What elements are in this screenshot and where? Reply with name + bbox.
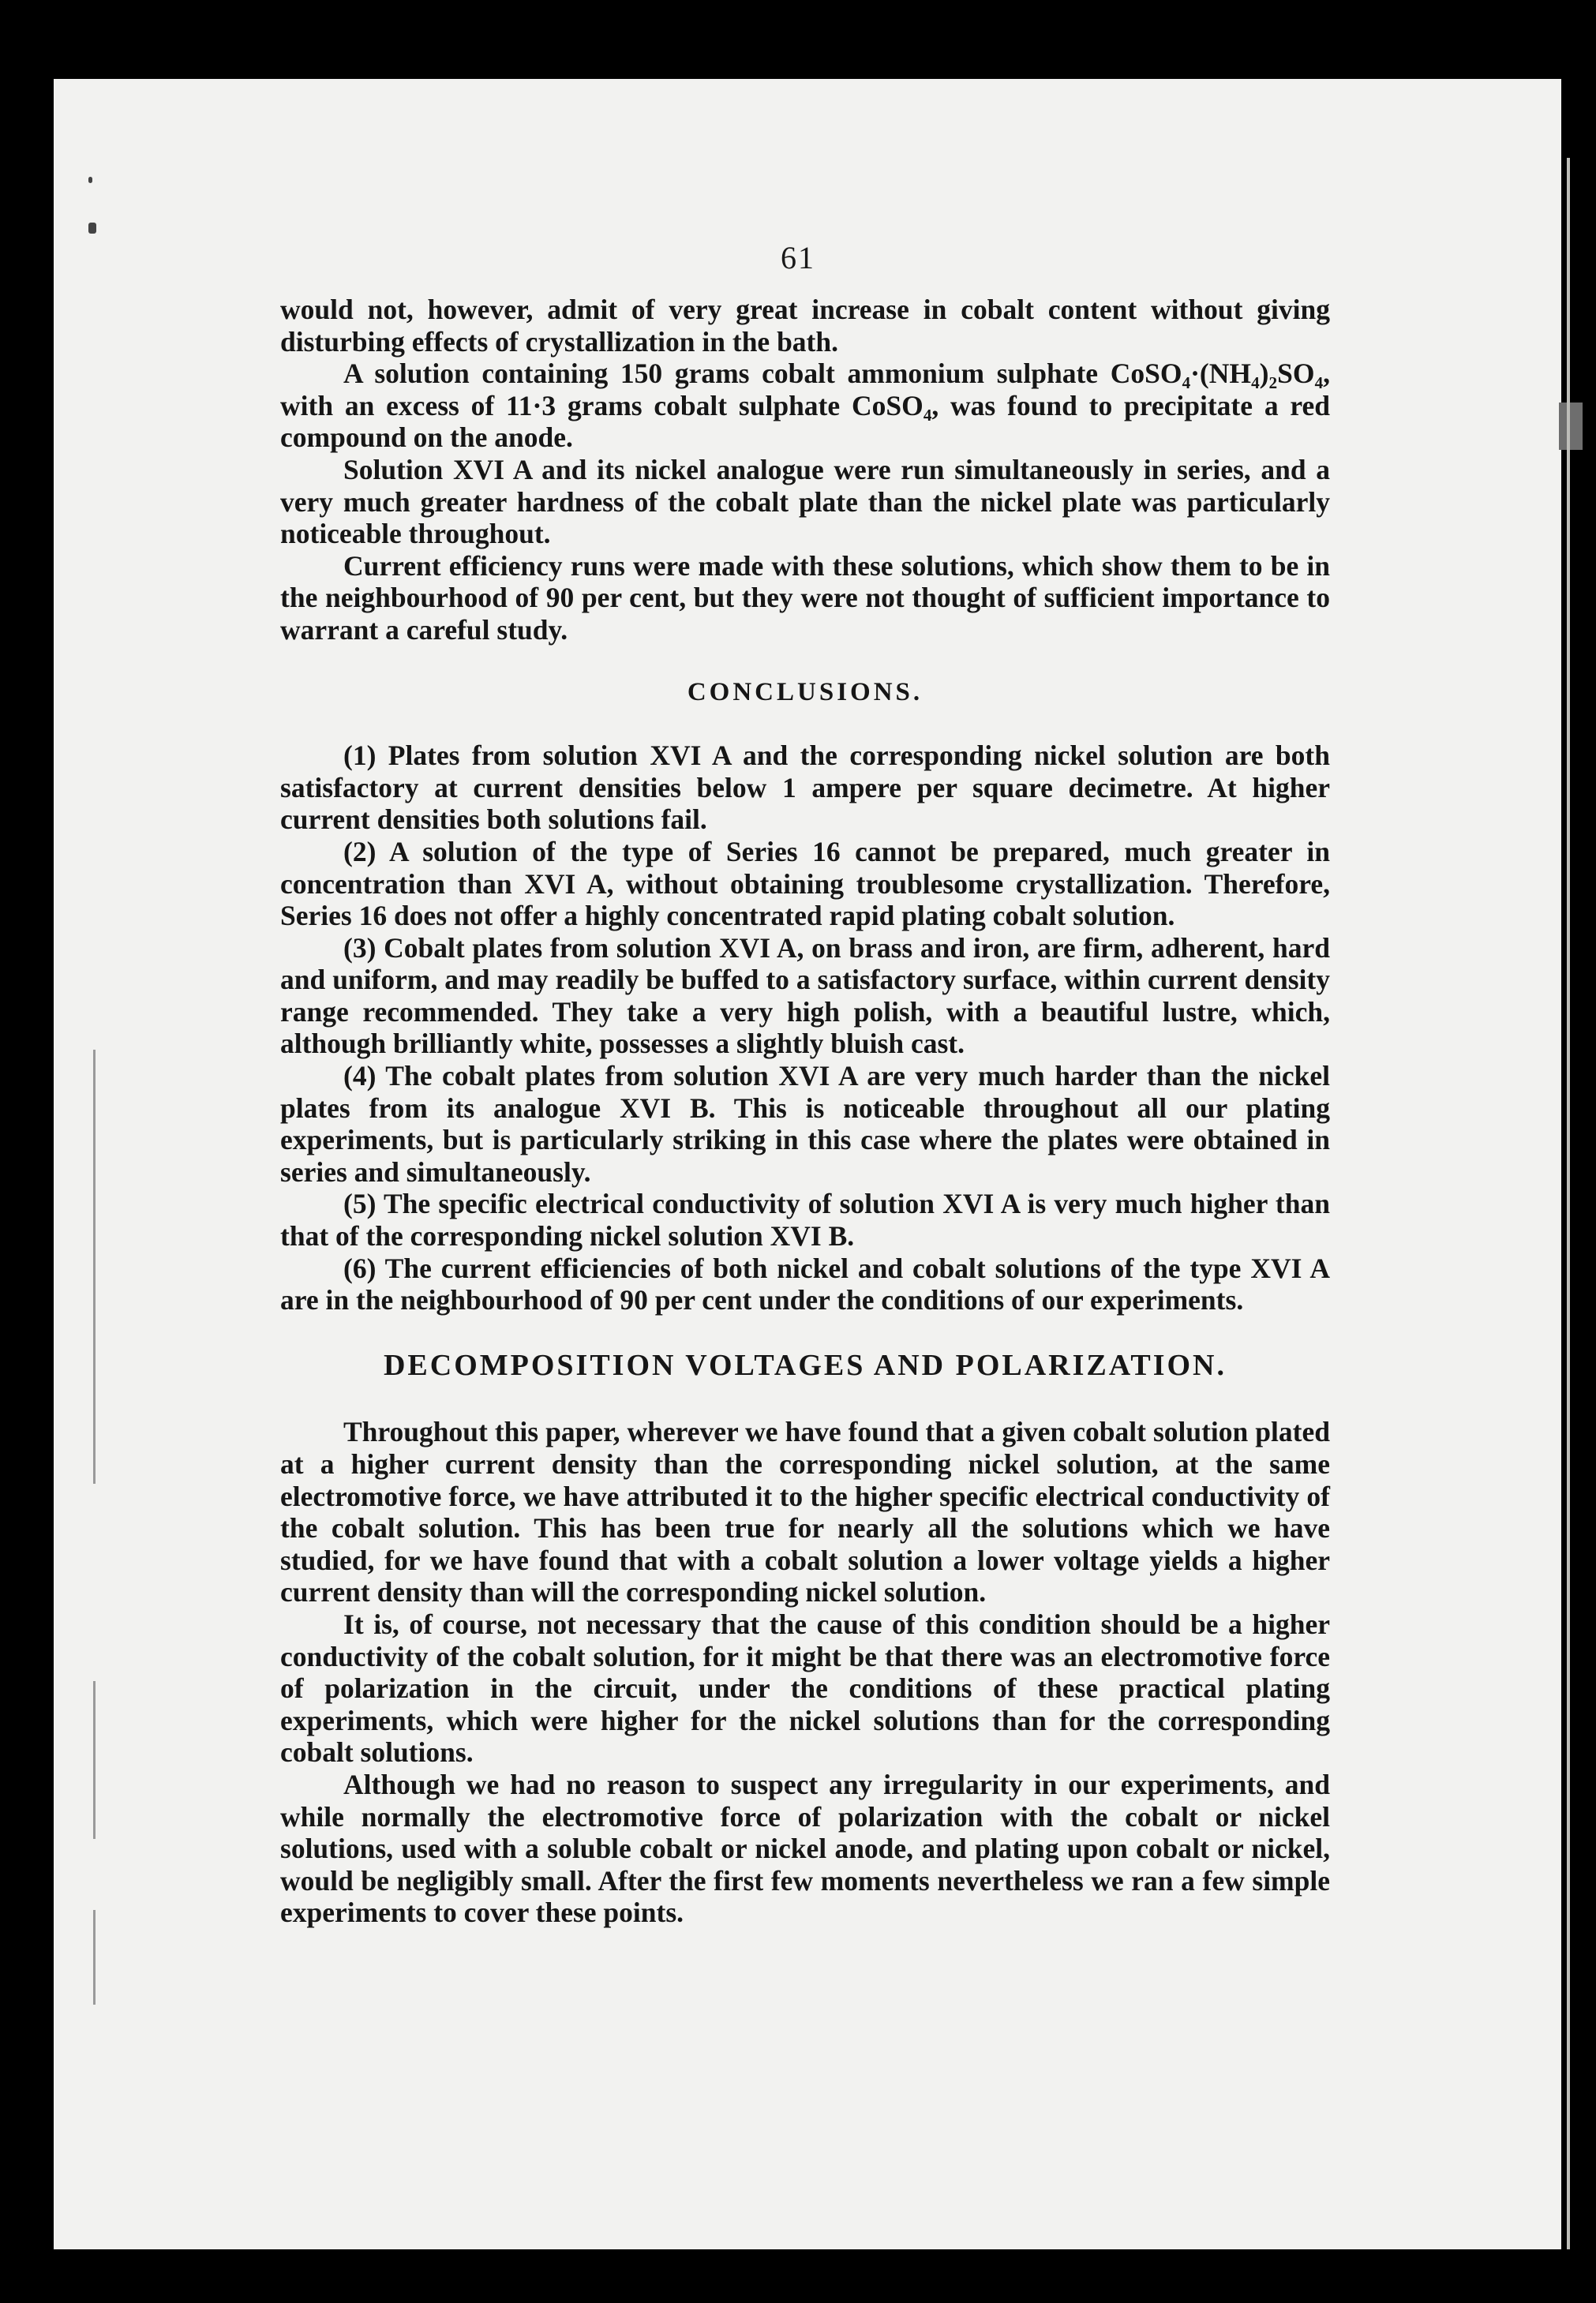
paragraph: Throughout this paper, wherever we have found that a given cobalt solution plated at a higher current density than the corresponding nickel solution, at the same electromotive force, we have attributed it to the higher specific electrical conductivity of the cobalt solution. This has been true for nearly all the solutions which we have studied, for we have found that with a cobalt solution a lower voltage yields a higher current density than will the corresponding nickel solution. xyxy=(280,1416,1330,1608)
section-heading-conclusions: CONCLUSIONS. xyxy=(687,677,924,706)
conclusion-item: (5) The specific electrical conductivity of solution XVI A is very much higher than that of the corresponding nickel solution XVI B. xyxy=(280,1188,1330,1253)
conclusion-item: (1) Plates from solution XVI A and the corresponding nickel solution are both satisfactory at current densities below 1 ampere per square decimetre. At higher current densities both solutions fail. xyxy=(280,740,1330,836)
conclusion-item: (4) The cobalt plates from solution XVI A are very much harder than the nickel plates from its analogue XVI B. This is noticeable throughout all our plating experiments, but is particularly striking in this case where the plates were obtained in series and simultaneously. xyxy=(280,1060,1330,1188)
paragraph: Although we had no reason to suspect any irregularity in our experiments, and while normally the electromotive force of polarization with the cobalt or nickel solutions, used with a soluble cobalt or nickel anode, and plating upon cobalt or nickel, would be negligibly small. After the first few moments nevertheless we ran a few simple experiments to cover these points. xyxy=(280,1768,1330,1929)
binding-mark xyxy=(88,223,96,234)
left-edge-line xyxy=(93,1681,96,1839)
paragraph: It is, of course, not necessary that the cause of this condition should be a higher conductivity of the cobalt solution, for it might be that there was an electromotive force of polarization in the circuit, under the conditions of these practical plating experiments, which were higher for the nickel solutions than for the corresponding cobalt solutions. xyxy=(280,1608,1330,1769)
paragraph: Current efficiency runs were made with these solutions, which show them to be in the neighbourhood of 90 per cent, but they were not thought of sufficient importance to warrant a careful study. xyxy=(280,549,1330,646)
conclusion-item: (3) Cobalt plates from solution XVI A, on brass and iron, are firm, adherent, hard and uniform, and may readily be buffed to a satisfactory surface, within current density range recommended. They take a very high polish, with a beautiful lustre, which, although brilliantly white, possesses a slightly bluish cast. xyxy=(280,931,1330,1060)
conclusion-item: (6) The current efficiencies of both nickel and cobalt solutions of the type XVI A are in the neighbourhood of 90 per cent under the conditions of our experiments. xyxy=(280,1252,1330,1316)
paragraph: A solution containing 150 grams cobalt ammonium sulphate CoSO₄·(NH₄)₂SO₄, with an excess of 11·3 grams cobalt sulphate CoSO₄, was found to precipitate a red compound on the anode. xyxy=(280,358,1330,454)
paragraph: would not, however, admit of very great increase in cobalt content without giving disturbing effects of crystallization in the bath. xyxy=(280,294,1330,358)
right-edge-line xyxy=(1567,158,1570,2249)
conclusion-item: (2) A solution of the type of Series 16 cannot be prepared, much greater in concentration than XVI A, without obtaining troublesome crystallization. Therefore, Series 16 does not offer a highly concentrated rapid plating cobalt solution. xyxy=(280,835,1330,932)
section-heading-decomposition: DECOMPOSITION VOLTAGES AND POLARIZATION. xyxy=(383,1348,1227,1382)
page-body xyxy=(280,294,1330,1929)
paragraph: Solution XVI A and its nickel analogue were run simultaneously in series, and a very much greater hardness of the cobalt plate than the nickel plate was particularly noticeable throughout. xyxy=(280,453,1330,550)
left-edge-line xyxy=(93,1050,96,1484)
page-number: 61 xyxy=(781,240,815,275)
binding-mark xyxy=(88,177,92,183)
left-edge-line xyxy=(93,1910,96,2005)
right-edge-smudge xyxy=(1559,403,1583,450)
